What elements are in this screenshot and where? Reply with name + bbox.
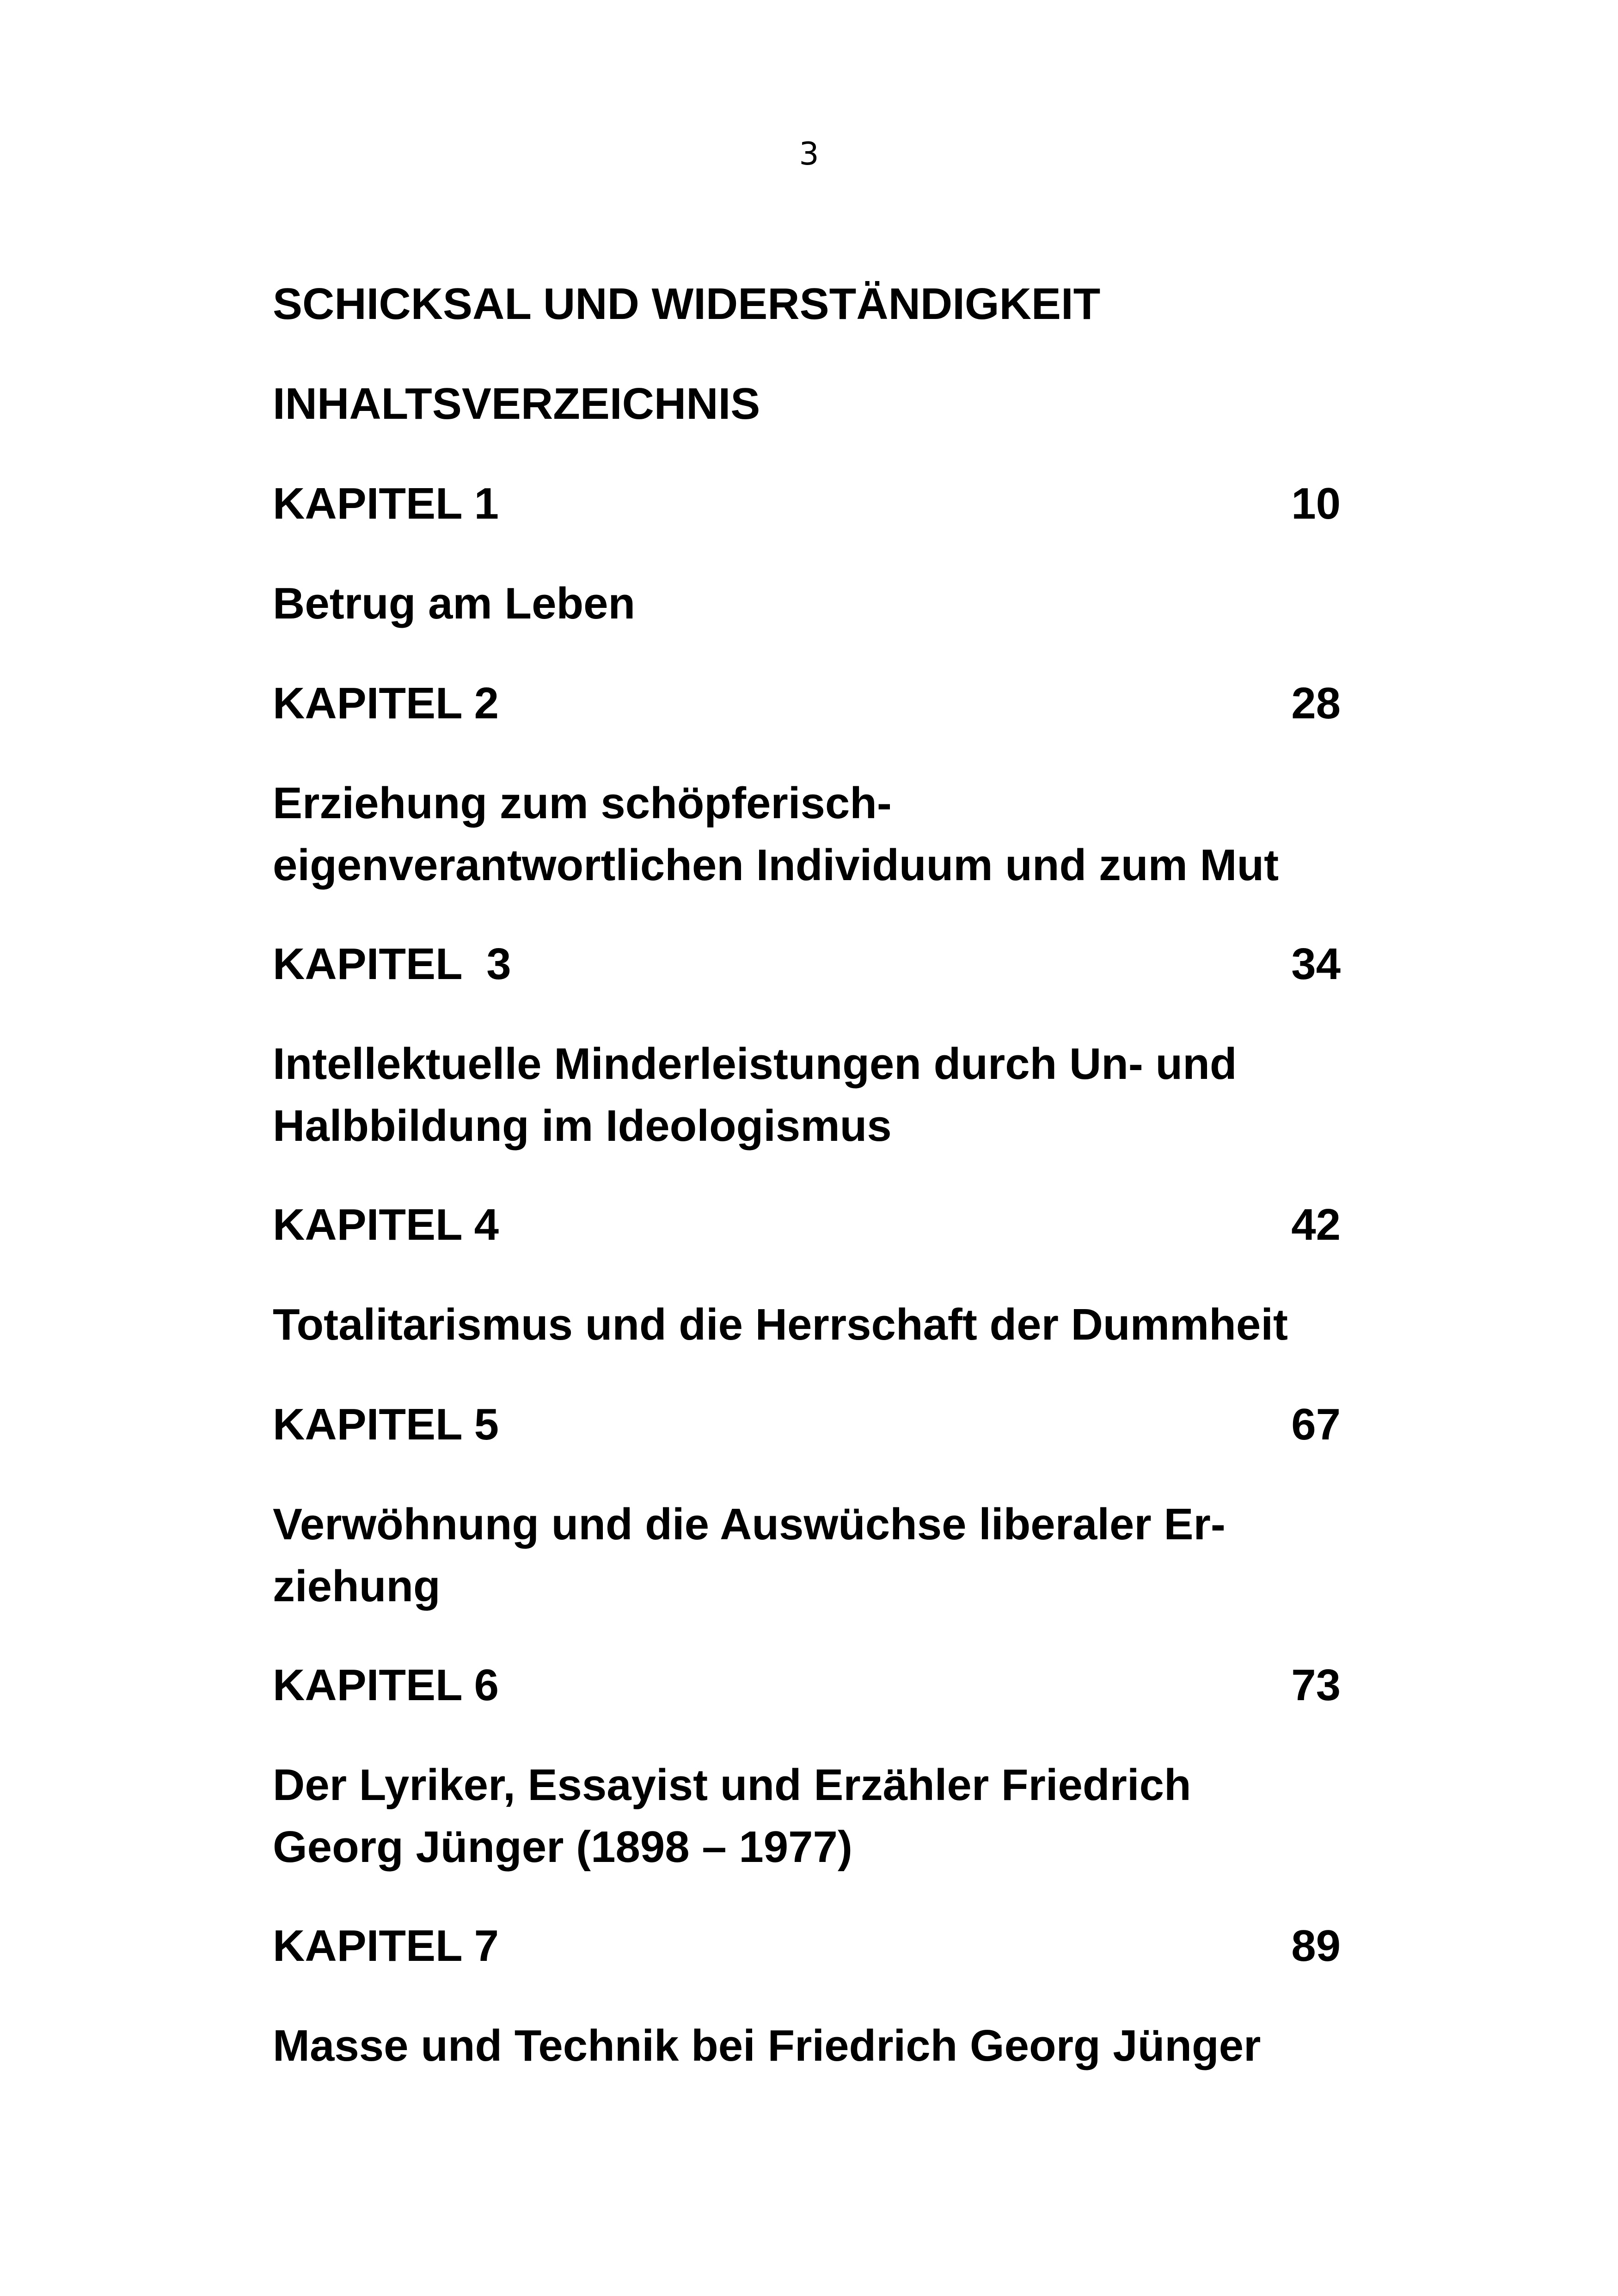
page-number: 3	[799, 136, 819, 172]
chapter-1-label: KAPITEL 1	[273, 479, 499, 528]
chapter-7-page: 89	[1291, 1921, 1341, 1971]
chapter-7-title-line-1: Masse und Technik bei Friedrich Georg Jünger	[273, 2021, 1261, 2070]
chapter-3-row	[273, 934, 1341, 995]
chapter-3-page: 34	[1291, 939, 1341, 989]
toc-heading: INHALTSVERZEICHNIS	[273, 379, 760, 429]
chapter-3-label: KAPITEL 3	[273, 939, 511, 989]
chapter-6-title-line-2: Georg Jünger (1898 – 1977)	[273, 1822, 852, 1872]
book-title: SCHICKSAL UND WIDERSTÄNDIGKEIT	[273, 279, 1101, 329]
chapter-1-title-line-1: Betrug am Leben	[273, 579, 636, 628]
chapter-7-row	[273, 1916, 1341, 1977]
chapter-4-label: KAPITEL 4	[273, 1200, 499, 1249]
chapter-4-title-line-1: Totalitarismus und die Herrschaft der Dummheit	[273, 1300, 1288, 1349]
chapter-6-label: KAPITEL 6	[273, 1660, 499, 1710]
chapter-4-row	[273, 1194, 1341, 1255]
chapter-5-row	[273, 1394, 1341, 1455]
chapter-5-title-line-1: Verwöhnung und die Auswüchse liberaler Er-	[273, 1500, 1226, 1549]
chapter-7-label: KAPITEL 7	[273, 1921, 499, 1971]
chapter-6-page: 73	[1291, 1660, 1341, 1710]
chapter-2-title-line-2: eigenverantwortlichen Individuum und zum Mut	[273, 840, 1279, 890]
chapter-2-page: 28	[1291, 679, 1341, 728]
chapter-1-page: 10	[1291, 479, 1341, 528]
chapter-6-title-line-1: Der Lyriker, Essayist und Erzähler Friedrich	[273, 1760, 1191, 1810]
chapter-5-page: 67	[1291, 1400, 1341, 1449]
chapter-4-page: 42	[1291, 1200, 1341, 1249]
chapter-3-title-line-1: Intellektuelle Minderleistungen durch Un- und	[273, 1039, 1237, 1089]
chapter-2-row	[273, 673, 1341, 734]
chapter-6-row	[273, 1655, 1341, 1716]
chapter-1-row	[273, 473, 1341, 534]
chapter-3-title-line-2: Halbbildung im Ideologismus	[273, 1101, 892, 1151]
chapter-5-title-line-2: ziehung	[273, 1561, 441, 1611]
chapter-2-label: KAPITEL 2	[273, 679, 499, 728]
chapter-5-label: KAPITEL 5	[273, 1400, 499, 1449]
chapter-2-title-line-1: Erziehung zum schöpferisch-	[273, 778, 892, 828]
